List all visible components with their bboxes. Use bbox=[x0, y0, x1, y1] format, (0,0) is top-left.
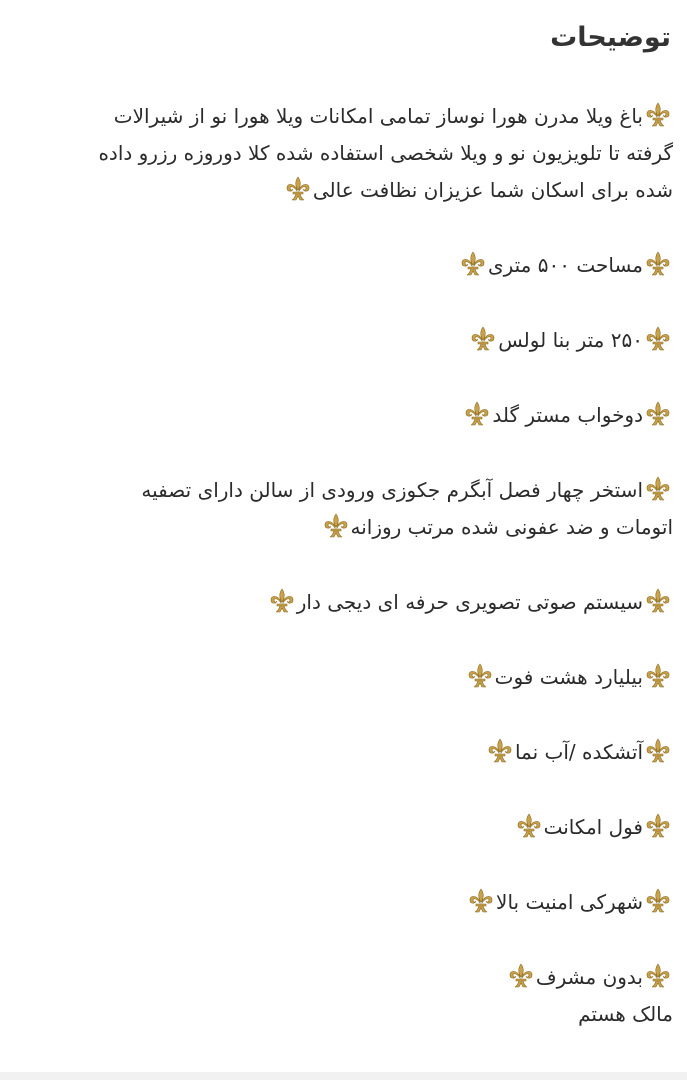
fleur-de-lis-icon bbox=[644, 251, 672, 277]
description-line bbox=[40, 472, 673, 509]
description-text: باغ ویلا مدرن هورا نوساز تمامی امکانات ویلا هورا نو از شیرالات bbox=[113, 104, 643, 128]
paragraph-gap bbox=[40, 209, 673, 247]
description-text: سیستم صوتی تصویری حرفه ای دیجی دار bbox=[296, 590, 643, 614]
description-paragraph bbox=[40, 884, 673, 921]
description-text: مساحت ۵۰۰ متری bbox=[487, 253, 643, 277]
description-paragraph bbox=[40, 472, 673, 546]
description-paragraph bbox=[40, 322, 673, 359]
description-text: بدون مشرف bbox=[535, 965, 643, 989]
description-text: اتومات و ضد عفونی شده مرتب روزانه bbox=[350, 515, 673, 539]
fleur-de-lis-icon bbox=[644, 401, 672, 427]
description-text: مالک هستم bbox=[578, 1002, 673, 1026]
description-body bbox=[40, 98, 673, 1033]
description-paragraph bbox=[40, 659, 673, 696]
fleur-de-lis-icon bbox=[463, 401, 491, 427]
fleur-de-lis-icon bbox=[459, 251, 487, 277]
bottom-divider bbox=[0, 1072, 687, 1080]
fleur-de-lis-icon bbox=[644, 588, 672, 614]
fleur-de-lis-icon bbox=[644, 963, 672, 989]
fleur-de-lis-icon bbox=[467, 888, 495, 914]
description-line bbox=[40, 959, 673, 996]
paragraph-gap bbox=[40, 771, 673, 809]
description-text: استخر چهار فصل آبگرم جکوزی ورودی از سالن دارای تصفیه bbox=[141, 478, 643, 502]
fleur-de-lis-icon bbox=[284, 176, 312, 202]
description-paragraph bbox=[40, 584, 673, 621]
description-text: شده برای اسکان شما عزیزان نظافت عالی bbox=[312, 178, 673, 202]
description-line bbox=[40, 98, 673, 135]
fleur-de-lis-icon bbox=[507, 963, 535, 989]
fleur-de-lis-icon bbox=[268, 588, 296, 614]
description-paragraph bbox=[40, 734, 673, 771]
paragraph-gap bbox=[40, 921, 673, 959]
fleur-de-lis-icon bbox=[466, 663, 494, 689]
fleur-de-lis-icon bbox=[644, 738, 672, 764]
description-line bbox=[40, 247, 673, 284]
description-line bbox=[40, 397, 673, 434]
paragraph-gap bbox=[40, 546, 673, 584]
description-line bbox=[40, 996, 673, 1033]
description-line bbox=[40, 809, 673, 846]
description-line bbox=[40, 135, 673, 172]
description-paragraph bbox=[40, 959, 673, 1033]
description-text: آتشکده /آب نما bbox=[514, 740, 643, 764]
paragraph-gap bbox=[40, 621, 673, 659]
paragraph-gap bbox=[40, 359, 673, 397]
description-line bbox=[40, 734, 673, 771]
description-line bbox=[40, 322, 673, 359]
fleur-de-lis-icon bbox=[486, 738, 514, 764]
description-text: گرفته تا تلویزیون نو و ویلا شخصی استفاده شده کلا دوروزه رزرو داده bbox=[98, 141, 673, 165]
fleur-de-lis-icon bbox=[644, 476, 672, 502]
fleur-de-lis-icon bbox=[644, 102, 672, 128]
description-text: فول امکانت bbox=[543, 815, 643, 839]
description-line bbox=[40, 509, 673, 546]
paragraph-gap bbox=[40, 696, 673, 734]
description-text: ۲۵۰ متر بنا لولس bbox=[498, 328, 643, 352]
description-paragraph bbox=[40, 809, 673, 846]
fleur-de-lis-icon bbox=[644, 326, 672, 352]
description-line bbox=[40, 659, 673, 696]
description-line bbox=[40, 172, 673, 209]
paragraph-gap bbox=[40, 284, 673, 322]
description-line bbox=[40, 884, 673, 921]
fleur-de-lis-icon bbox=[644, 813, 672, 839]
description-text: بیلیارد هشت فوت bbox=[494, 665, 643, 689]
description-line bbox=[40, 584, 673, 621]
description-paragraph bbox=[40, 98, 673, 209]
fleur-de-lis-icon bbox=[644, 663, 672, 689]
fleur-de-lis-icon bbox=[515, 813, 543, 839]
paragraph-gap bbox=[40, 434, 673, 472]
fleur-de-lis-icon bbox=[469, 326, 497, 352]
section-title: توضیحات bbox=[550, 22, 671, 53]
description-text: دوخواب مستر گلد bbox=[492, 403, 643, 427]
fleur-de-lis-icon bbox=[644, 888, 672, 914]
paragraph-gap bbox=[40, 846, 673, 884]
fleur-de-lis-icon bbox=[322, 513, 350, 539]
description-text: شهرکی امنیت بالا bbox=[496, 890, 643, 914]
description-paragraph bbox=[40, 397, 673, 434]
description-paragraph bbox=[40, 247, 673, 284]
